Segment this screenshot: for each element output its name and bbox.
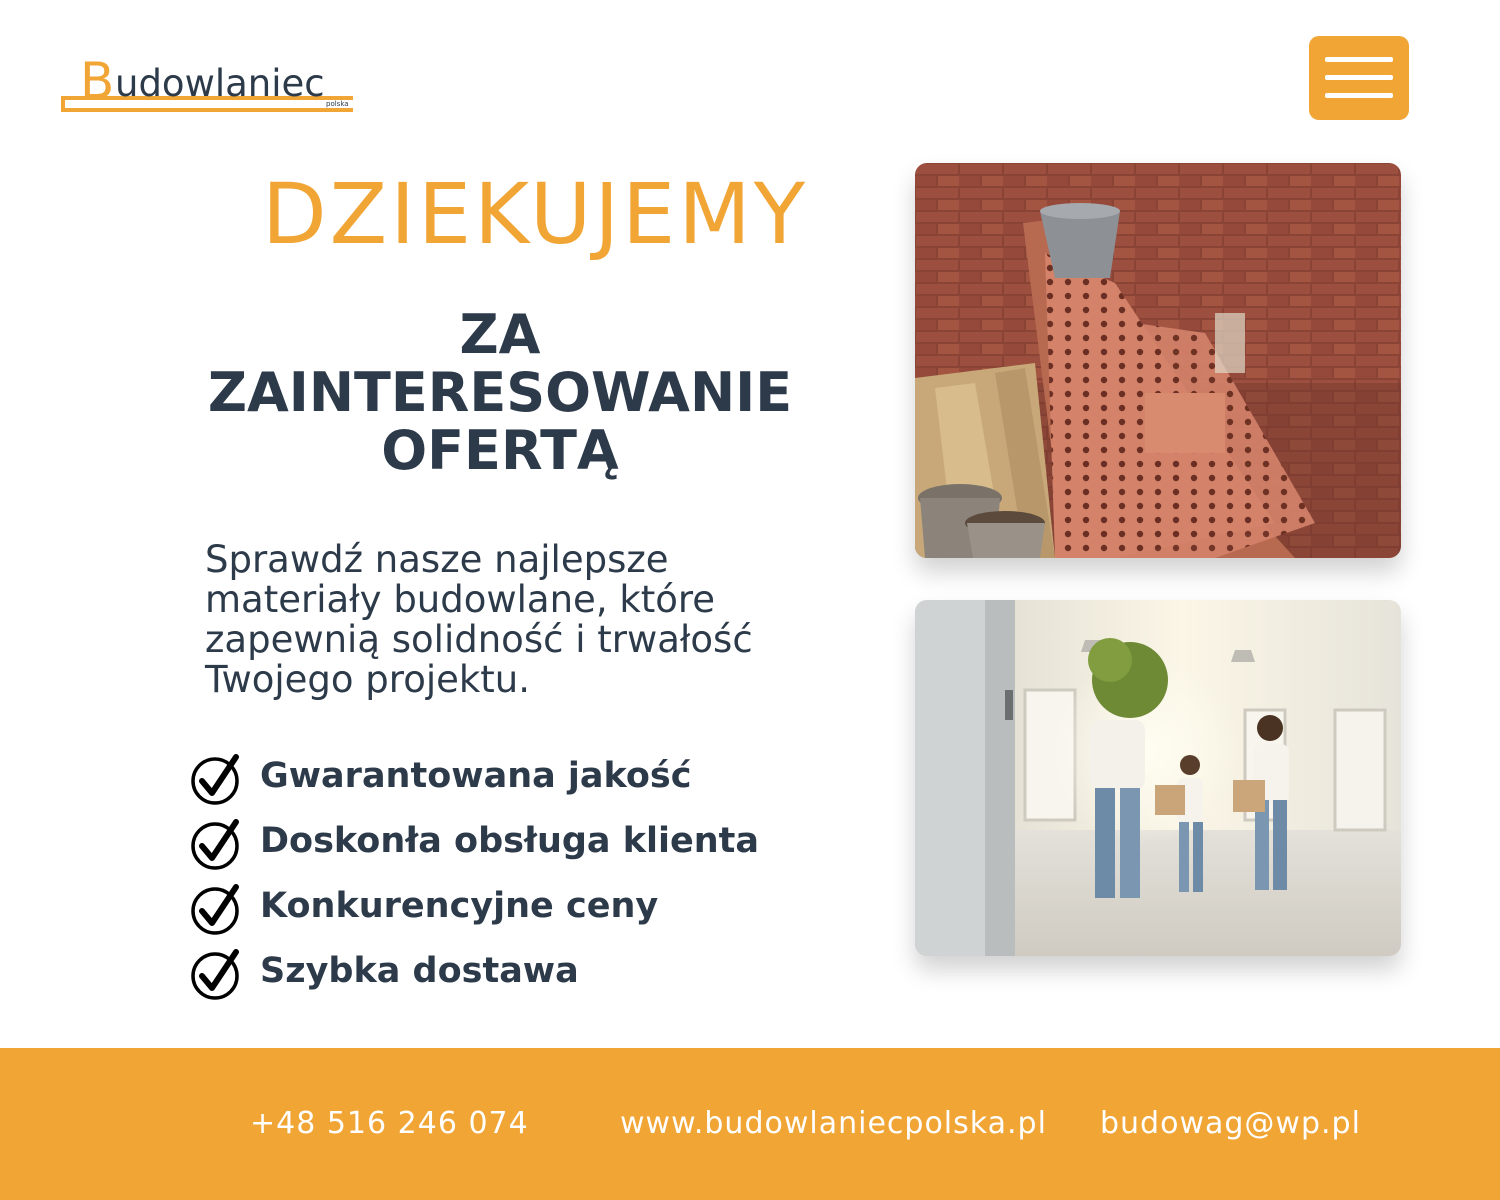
feature-label: Konkurencyjne ceny: [260, 886, 659, 926]
subtitle-line: OFERTĄ: [381, 419, 619, 482]
footer-phone-link[interactable]: +48 516 246 074: [250, 1106, 529, 1141]
checkmark-circle-icon: [190, 816, 246, 872]
family-moving-in-photo: [915, 600, 1401, 956]
footer-bar: [0, 1048, 1500, 1200]
footer-website-link[interactable]: www.budowlaniecpolska.pl: [620, 1106, 1047, 1141]
footer-email-link[interactable]: budowag@wp.pl: [1100, 1106, 1361, 1141]
bricklaying-photo: [915, 163, 1401, 558]
checkmark-circle-icon: [190, 881, 246, 937]
logo-tagline: polska: [326, 100, 349, 108]
feature-label: Doskonła obsługa klienta: [260, 821, 759, 861]
checkmark-circle-icon: [190, 751, 246, 807]
feature-label: Gwarantowana jakość: [260, 756, 692, 796]
menu-button[interactable]: [1309, 36, 1409, 120]
feature-label: Szybka dostawa: [260, 951, 579, 991]
description-text: Sprawdź nasze najlepsze materiały budowlane, które zapewnią solidność i trwałość Twojego projektu.: [205, 538, 753, 701]
brand-logo[interactable]: [58, 36, 358, 116]
page-title: DZIEKUJEMY: [262, 165, 809, 263]
subtitle-line: ZAINTERESOWANIE: [207, 361, 793, 424]
logo-initial: B: [80, 52, 115, 110]
checkmark-circle-icon: [190, 946, 246, 1002]
brand-logo-mark: [58, 36, 358, 116]
page-subtitle: [190, 303, 810, 482]
logo-name: udowlaniec: [115, 62, 325, 105]
subtitle-line: ZA: [459, 303, 541, 366]
